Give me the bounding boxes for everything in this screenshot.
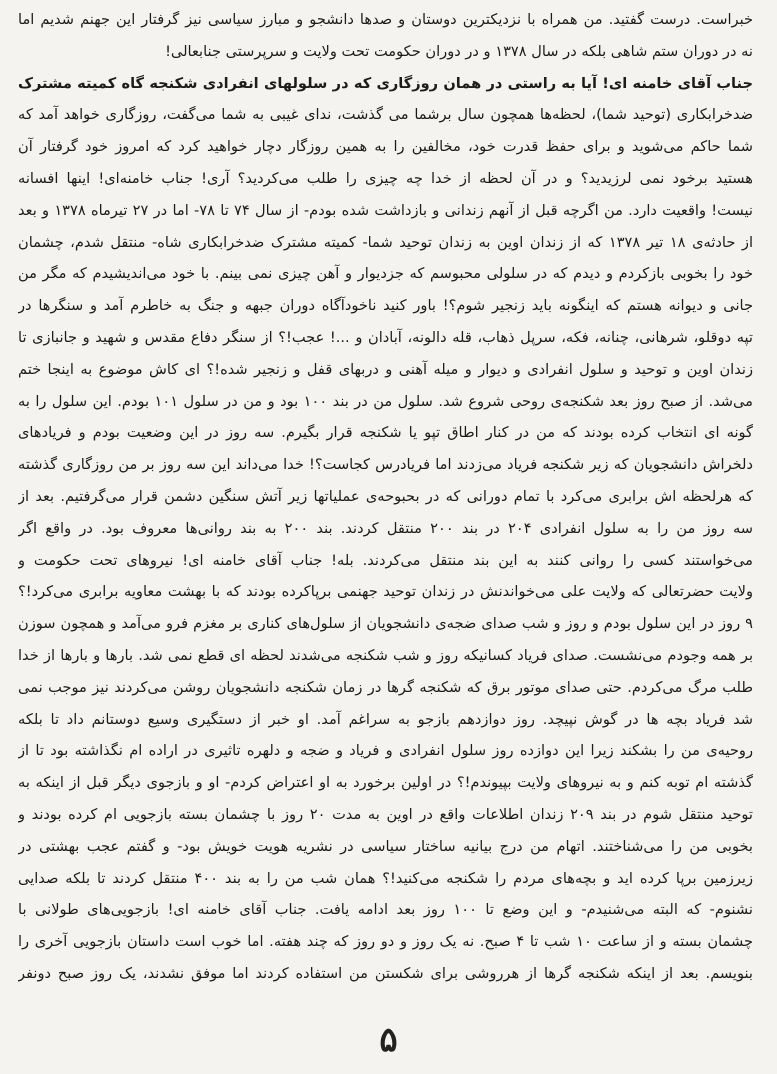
text-line: ولایت حضرتعالی که ولایت علی می‌خواندنش در زندان توحید جهنمی برپاکرده بودند که با بهشت معاویه برابری می‌کرد!؟: [18, 583, 753, 601]
text-line: نشنوم- که البته می‌شنیدم- و این وضع تا ۱۰۰ روز بعد ادامه یافت. جناب آقای خامنه ای! بازجویی‌های طولانی با: [18, 901, 753, 919]
text-line: طلب مرگ می‌کردم. حتی صدای موتور برق که شکنجه گرها در زمان شکنجه دانشجویان روشن می‌کردند نیز موجب نمی: [18, 678, 753, 696]
text-line: شما حاکم می‌شوید و برای حفظ قدرت خود، مخالفین را به همین روزگار دچار خواهید کرد که امروز خود گرفتار آن: [18, 138, 753, 156]
text-line: می‌خواستند کسی را روانی کنند به این بند منتقل می‌کردند. بله! جناب آقای خامنه ای! نیروهای تحت حکومت و: [18, 551, 753, 569]
text-line: شد فریاد بچه ها در گوش نپیچد. روز دوازدهم بازجو به سراغم آمد. او خبر از دستگیری وسیع دوستانم داد تا بلکه: [18, 710, 753, 728]
text-line: بر همه وجودم می‌نشست. صدای فریاد کسانیکه روز و شب شکنجه می‌شدند لحظه ای قطع نمی شد. بارها و بارها از خدا: [18, 646, 753, 664]
text-line: خبراست. درست گفتید. من همراه با نزدیکترین دوستان و صدها دانشجو و مبارز سیاسی نیز گرفتار این جهنم شدیم اما: [18, 11, 753, 28]
text-line: که هرلحظه اش برابری می‌کرد با تمام دورانی که در بحبوحه‌ی عملیاتها زیر آتش سنگین دشمن قرار می‌گرفتیم. بعد از: [18, 487, 753, 505]
text-line: زیرزمین برپا کرده اید و بچه‌های مردم را شکنجه می‌کنید!؟ همان شب من را به بند ۴۰۰ منتقل کردند تا بلکه صدایی: [18, 869, 753, 887]
text-line: جانی و دیوانه هستم که اینگونه باید زنجیر شوم؟! باور کنید ناخودآگاه دوران جبهه و جنگ به خاطرم آمد و سنگرها در: [18, 297, 753, 315]
text-line: ۹ روز در این سلول بودم و روز و شب صدای ضجه‌ی دانشجویان از سلول‌های کناری بر مغزم فرو می‌آمد و همچون سوزن: [18, 615, 753, 633]
text-line: می‌شد. از صبح روز بعد شکنجه‌ی روحی شروع شد. سلول من در بند ۱۰۰ بود و من در سلول ۱۰۱ بودم. این سلول را به: [18, 392, 753, 410]
text-line: نه در دوران ستم شاهی بلکه در سال ۱۳۷۸ و در دوران حکومت تحت ولایت و سرپرستی جنابعالی!: [165, 42, 753, 60]
text-line: روحیه‌ی من را بشکند زیرا این دوازده روز سلول انفرادی و فریاد و ضجه و دلهره تاثیری در اراده ام نگذاشته بود تا از: [18, 742, 753, 760]
text-line: گذشته ام توبه کنم و به نیروهای ولایت بپیوندم!؟ در اولین برخورد به او اعتراض کردم- او و بازجوی دیگر قبل از اینکه به: [18, 774, 753, 792]
text-line: تپه دوقلو، شرهانی، چنانه، فکه، سرپل ذهاب، قله دالونه، آبادان و ...! عجب!؟ از سنگر دفاع مقدس و شهید و جانبازی تا: [18, 328, 753, 346]
text-line: جناب آقای خامنه ای! آیا به راستی در همان روزگاری که در سلولهای انفرادی شکنجه گاه کمیته مشترک: [18, 74, 753, 92]
text-line: توحید منتقل شوم در بند ۲۰۹ زندان اطلاعات واقع در اوین به مدت ۲۰ روز با چشمان بسته بازجویی ام کرده بودند و: [18, 805, 753, 823]
page-number: ۵: [379, 1020, 398, 1060]
text-line: نیست! واقعیت دارد. من اگرچه قبل از آنهم زندانی و بازداشت شده بودم- از سال ۷۴ تا ۷۸- اما در ۲۷ تیرماه ۱۳۷۸ و بعد: [18, 201, 753, 219]
text-line: بخوبی من را می‌شناختند. اتهام من درج بیانیه ساختار سیاسی در نشریه هویت خویش بود- و گفتم عجب بهشتی در: [18, 837, 753, 855]
text-line: ضدخرابکاری (توحید شما)، لحظه‌ها همچون سال برشما می گذشت، ندای غیبی به شما می‌گفت، روزگاری خواهد آمد که: [18, 106, 753, 124]
text-line: بنویسم. بعد از اینکه شکنجه گرها از هرروشی برای شکستن من استفاده کردند اما موفق نشدند، یک روز صبح دونفر: [18, 964, 753, 982]
text-line: خود را بخوبی بازکردم و دیدم که در سلولی محبوسم که جزدیوار و آهن چیزی نمی بینم. با خود می‌اندیشیدم که مگر من: [18, 265, 753, 283]
body-text: [18, 4, 753, 990]
text-line: گونه ای انتخاب کرده بودند که من در کنار اطاق تپو یا شکنجه قرار بگیرم. سه روز در این وضعیت بودم و فریادهای: [18, 424, 753, 442]
text-line: سه روز من را به سلول انفرادی ۲۰۴ در بند ۲۰۰ منتقل کردند. بند ۲۰۰ به بند روانی‌ها معروف بود. در واقع اگر: [18, 519, 753, 537]
text-line: چشمان بسته و از ساعت ۱۰ شب تا ۴ صبح. نه یک روز و دو روز که چند هفته. اما خوب است داستان بازجویی آخری را: [18, 933, 753, 951]
text-line: دلخراش دانشجویان که زیر شکنجه فریاد می‌زدند اما فریادرس کجاست؟! خدا می‌داند این سه روز بر من روزگاری گذشته: [18, 456, 753, 474]
text-line: هستید برخود نمی لرزیدید؟ و در آن لحظه از خدا چه چیزی را طلب می‌کردید؟ آری! جناب خامنه‌ای! اینها افسانه: [18, 169, 753, 187]
text-line: از حادثه‌ی ۱۸ تیر ۱۳۷۸ که از زندان اوین به زندان توحید شما- کمیته مشترک ضدخرابکاری شاه- منتقل شدم، چشمان: [18, 233, 753, 251]
text-line: زندان اوین و توحید و سلول انفرادی و دیوار و میله آهنی و دربهای قفل و زنجیر شده!؟ ای کاش موضوع به اینجا ختم: [18, 360, 753, 378]
